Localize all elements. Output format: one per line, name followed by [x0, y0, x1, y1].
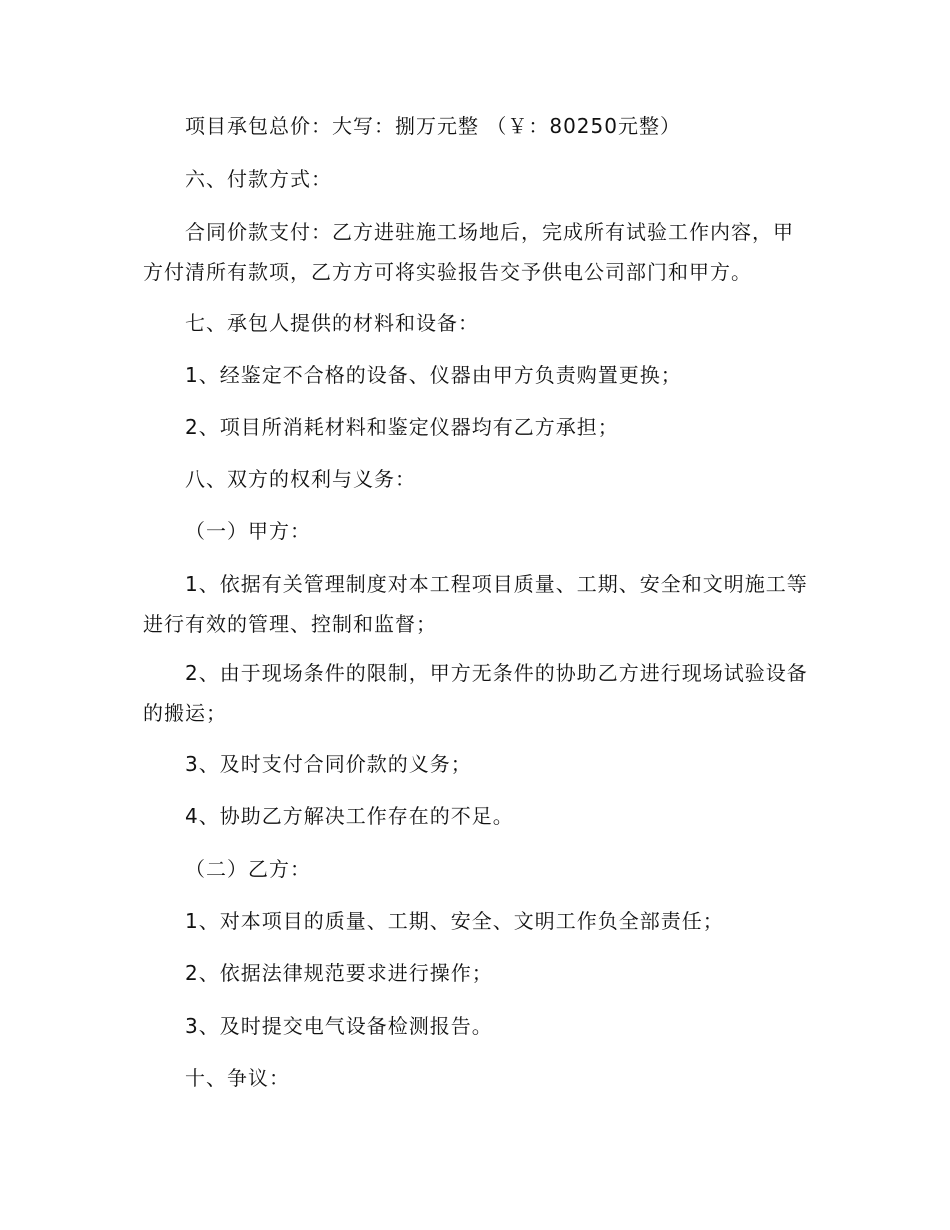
party-b-item-3: 3、及时提交电气设备检测报告。 — [185, 1014, 493, 1038]
section-10-heading: 十、争议： — [185, 1066, 290, 1090]
section-7-heading: 七、承包人提供的材料和设备： — [185, 311, 479, 335]
party-b-heading: （二）乙方： — [185, 857, 311, 881]
total-price-line: 项目承包总价：大写：捌万元整 （￥：80250元整） — [185, 114, 681, 138]
party-a-item-4: 4、协助乙方解决工作存在的不足。 — [185, 804, 514, 828]
party-a-item-3: 3、及时支付合同价款的义务； — [185, 752, 472, 776]
party-b-item-1: 1、对本项目的质量、工期、安全、文明工作负全部责任； — [185, 909, 724, 933]
party-a-heading: （一）甲方： — [185, 519, 311, 543]
payment-terms-paragraph: 合同价款支付：乙方进驻施工场地后，完成所有试验工作内容，甲方付清所有款项，乙方方可将实验报告交予供电公司部门和甲方。 — [143, 220, 794, 284]
section-7-item-1: 1、经鉴定不合格的设备、仪器由甲方负责购置更换； — [185, 363, 682, 387]
section-8-heading: 八、双方的权利与义务： — [185, 467, 416, 491]
party-b-item-2: 2、依据法律规范要求进行操作； — [185, 961, 493, 985]
section-7-item-2: 2、项目所消耗材料和鉴定仪器均有乙方承担； — [185, 415, 619, 439]
party-a-item-1: 1、依据有关管理制度对本工程项目质量、工期、安全和文明施工等进行有效的管理、控制和监督； — [143, 572, 808, 636]
party-a-item-2: 2、由于现场条件的限制，甲方无条件的协助乙方进行现场试验设备的搬运； — [143, 661, 808, 725]
section-6-heading: 六、付款方式： — [185, 167, 332, 191]
